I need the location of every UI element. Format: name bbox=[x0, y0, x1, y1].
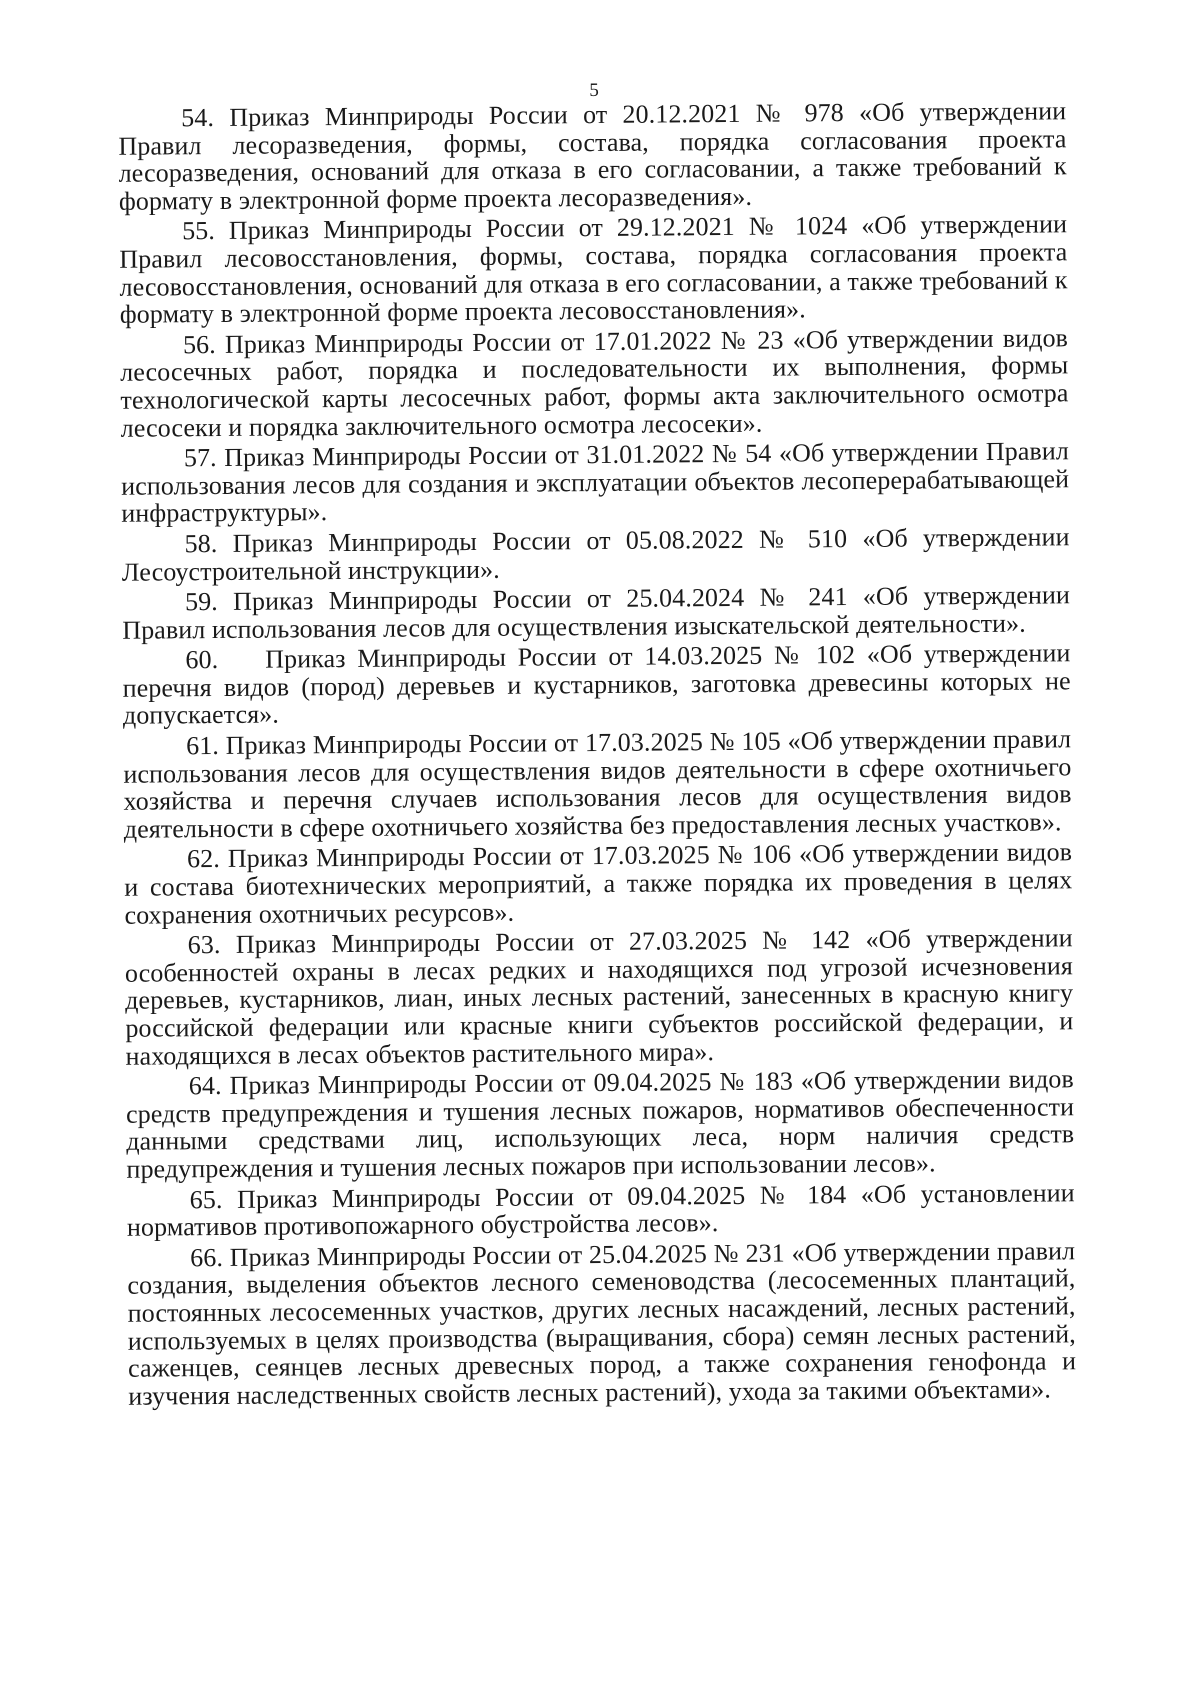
list-item-58: 58. Приказ Минприроды России от 05.08.2022 № 510 «Об утверждении Лесоустроительной инструкции». bbox=[121, 522, 1070, 587]
list-item-59: 59. Приказ Минприроды России от 25.04.2024 № 241 «Об утверждении Правил использования лесов для осуществления изыскательской деятельности». bbox=[122, 580, 1071, 645]
document-body bbox=[118, 97, 1076, 1410]
list-item-56: 56. Приказ Минприроды России от 17.01.2022 № 23 «Об утверждении видов лесосечных работ, порядка и последовательности их выполнения, формы технологической карты лесосечных работ, формы акта заключительного осмотра лесосеки и порядка заключительного осмотра лесосеки». bbox=[120, 323, 1069, 443]
list-item-65: 65. Приказ Минприроды России от 09.04.2025 № 184 «Об установлении нормативов противопожарного обустройства лесов». bbox=[126, 1177, 1075, 1242]
list-item-61: 61. Приказ Минприроды России от 17.03.2025 № 105 «Об утверждении правил использования лесов для осуществления видов деятельности в сфере охотничьего хозяйства и перечня случаев использования лесов для осуществления видов деятельности в сфере охотничьего хозяйства без предоставления лесных участков». bbox=[123, 724, 1072, 844]
list-item-64: 64. Приказ Минприроды России от 09.04.2025 № 183 «Об утверждении видов средств предупреждения и тушения лесных пожаров, нормативов обеспеченности данными средствами лиц, использующих леса, норм наличия средств предупреждения и тушения лесных пожаров при использовании лесов». bbox=[125, 1064, 1075, 1184]
list-item-55: 55. Приказ Минприроды России от 29.12.2021 № 1024 «Об утверждении Правил лесовосстановления, формы, состава, порядка согласования проекта лесовосстановления, оснований для отказа в его согласовании, а также требований к формату в электронной форме проекта лесовосстановления». bbox=[119, 209, 1068, 329]
page-number: 5 bbox=[589, 79, 599, 102]
list-item-62: 62. Приказ Минприроды России от 17.03.2025 № 106 «Об утверждении видов и состава биотехнических мероприятий, а также порядка их проведения в целях сохранения охотничьих ресурсов». bbox=[124, 837, 1073, 930]
list-item-57: 57. Приказ Минприроды России от 31.01.2022 № 54 «Об утверждении Правил использования лесов для создания и эксплуатации объектов лесоперерабатывающей инфраструктуры». bbox=[121, 436, 1070, 529]
list-item-54: 54. Приказ Минприроды России от 20.12.2021 № 978 «Об утверждении Правил лесоразведения, формы, состава, порядка согласования проекта лесоразведения, оснований для отказа в его согласовании, а также требований к формату в электронной форме проекта лесоразведения». bbox=[118, 96, 1067, 216]
list-item-66: 66. Приказ Минприроды России от 25.04.2025 № 231 «Об утверждении правил создания, выделения объектов лесного семеноводства (лесосеменных плантаций, постоянных лесосеменных участков, других лесных насаждений, лесных растений, используемых в целях производства (выращивания, сбора) семян лесных растений, саженцев, сеянцев лесных древесных пород, а также сохранения генофонда и изучения наследственных свойств лесных растений), ухода за такими объектами». bbox=[127, 1236, 1077, 1411]
list-item-60: 60. Приказ Минприроды России от 14.03.2025 № 102 «Об утверждении перечня видов (пород) деревьев и кустарников, заготовка древесины которых не допускается». bbox=[122, 638, 1078, 731]
list-item-63: 63. Приказ Минприроды России от 27.03.2025 № 142 «Об утверждении особенностей охраны в лесах редких и находящихся под угрозой исчезновения деревьев, кустарников, лиан, иных лесных растений, занесенных в красную книгу российской федерации или красные книги субъектов российской федерации, и находящихся в лесах объектов растительного мира». bbox=[124, 923, 1074, 1071]
